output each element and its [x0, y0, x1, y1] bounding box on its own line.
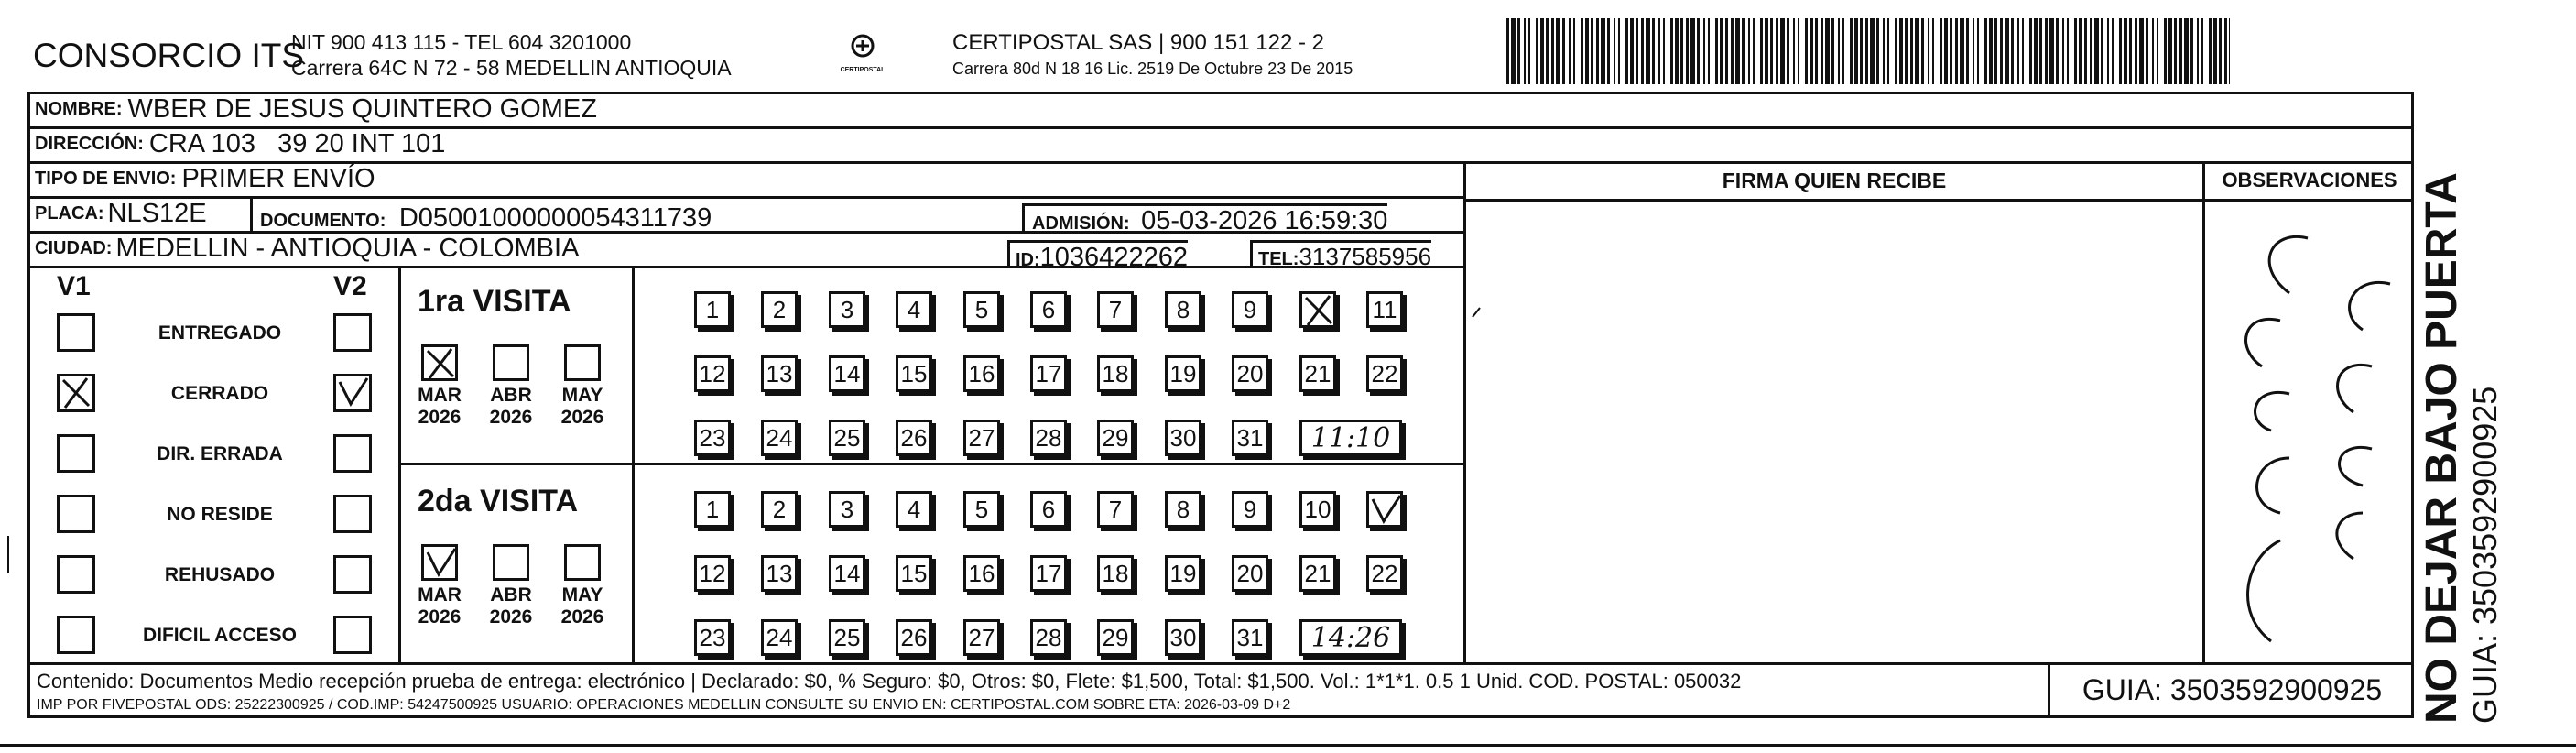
company-nit: NIT 900 413 115 - TEL 604 3201000 [291, 30, 632, 54]
month-year: 2026 [418, 606, 462, 628]
day-box[interactable]: 8 [1165, 491, 1201, 528]
side-text [2418, 119, 2504, 724]
day-box[interactable]: 1 [694, 291, 731, 328]
id-label: ID: [1016, 250, 1040, 270]
day-box[interactable]: 21 [1299, 355, 1336, 392]
day-box[interactable]: 6 [1030, 291, 1067, 328]
day-box[interactable]: 9 [1232, 291, 1268, 328]
side-warning: NO DEJAR BAJO PUERTA [2418, 172, 2466, 724]
day-box[interactable]: 30 [1165, 420, 1201, 456]
status-v2-checkbox[interactable] [333, 616, 372, 654]
barcode-bars [1506, 18, 2230, 84]
status-label: ENTREGADO [158, 322, 282, 344]
day-box[interactable]: 27 [963, 420, 1000, 456]
nombre-row [27, 92, 2414, 129]
day-box[interactable]: 8 [1165, 291, 1201, 328]
month-name: ABR [490, 584, 532, 606]
footer-content-line: Contenido: Documentos Medio recepción prueba de entrega: electrónico | Declarado: $0, % Seguro: $0, Otros: $0, Flete: $1,500, Total: $1,500. Vol.: 1*1*1. 0.5 1 Unid. COD. POSTAL: 050032 [37, 670, 1742, 693]
day-box[interactable]: 21 [1299, 555, 1336, 592]
documento-label: DOCUMENTO: [260, 211, 386, 231]
nombre-value: WBER DE JESUS QUINTERO GOMEZ [127, 93, 597, 124]
day-box[interactable]: 1 [694, 491, 731, 528]
day-box[interactable]: 3 [829, 491, 865, 528]
month-checkbox[interactable] [564, 344, 601, 381]
scan-edge-bottom [0, 744, 2576, 747]
day-box[interactable]: 17 [1030, 355, 1067, 392]
day-box[interactable]: 4 [896, 291, 932, 328]
month-label [484, 584, 538, 628]
day-box[interactable]: 19 [1165, 555, 1201, 592]
month-year: 2026 [560, 606, 604, 628]
day-box[interactable]: 11 [1366, 291, 1403, 328]
day-box[interactable]: 24 [761, 619, 798, 656]
day-box[interactable]: 28 [1030, 619, 1067, 656]
day-box[interactable]: 2 [761, 491, 798, 528]
day-box[interactable]: 18 [1097, 555, 1134, 592]
day-box[interactable]: 31 [1232, 619, 1268, 656]
v2-label: V2 [333, 271, 367, 301]
day-box[interactable]: 7 [1097, 291, 1134, 328]
status-v2-checkbox[interactable] [333, 555, 372, 594]
observaciones-column [2205, 161, 2414, 662]
day-box[interactable]: 29 [1097, 619, 1134, 656]
status-v1-checkbox[interactable] [57, 374, 95, 412]
placa-label: PLACA: [35, 202, 104, 224]
footer-guia: GUIA: 3503592900925 [2081, 673, 2383, 706]
direccion-label: DIRECCIÓN: [35, 133, 144, 154]
day-box[interactable]: 9 [1232, 491, 1268, 528]
ciudad-value: MEDELLIN - ANTIOQUIA - COLOMBIA [115, 233, 580, 263]
footer-guia-box [2048, 662, 2414, 718]
month-year: 2026 [560, 407, 604, 428]
day-box[interactable]: 20 [1232, 355, 1268, 392]
month-label [484, 385, 538, 429]
day-box[interactable]: 27 [963, 619, 1000, 656]
day-box[interactable]: 25 [829, 619, 865, 656]
visit1-block [401, 266, 1463, 465]
day-box[interactable]: 11 [1366, 491, 1403, 528]
month-checkbox[interactable] [421, 544, 458, 581]
day-box[interactable]: 22 [1366, 555, 1403, 592]
tel-value: 3137585956 [1299, 243, 1432, 270]
footer-imp-line: IMP POR FIVEPOSTAL ODS: 25222300925 / COD.IMP: 54247500925 USUARIO: OPERACIONES MEDELLIN CONSULTE SU ENVIO EN: CERTIPOSTAL.COM SOBRE ETA: 2026-03-09 D+2 [37, 697, 1291, 713]
visit-time[interactable]: 14:26 [1299, 619, 1402, 656]
scan-edge-left [7, 536, 9, 573]
id-value: 1036422262 [1039, 243, 1188, 272]
day-box[interactable]: 14 [829, 355, 865, 392]
day-box[interactable]: 24 [761, 420, 798, 456]
status-v1-checkbox[interactable] [57, 434, 95, 473]
month-label [555, 385, 610, 429]
day-box[interactable]: 23 [694, 420, 731, 456]
carrier-name: CERTIPOSTAL SAS | 900 151 122 - 2 [952, 30, 1324, 55]
day-box[interactable]: 30 [1165, 619, 1201, 656]
status-v1-checkbox[interactable] [57, 495, 95, 533]
admision-value: 05-03-2026 16:59:30 [1141, 206, 1388, 235]
day-box[interactable]: 29 [1097, 420, 1134, 456]
firma-column [1463, 161, 2205, 662]
visit-divider [632, 266, 635, 662]
status-v2-checkbox[interactable] [333, 495, 372, 533]
day-box[interactable]: 15 [896, 555, 932, 592]
admision-label: ADMISIÓN: [1032, 213, 1130, 234]
day-box[interactable]: 6 [1030, 491, 1067, 528]
ciudad-row [27, 231, 1463, 268]
visit2-block [401, 465, 1463, 662]
day-box[interactable]: 13 [761, 355, 798, 392]
day-box[interactable]: 18 [1097, 355, 1134, 392]
side-guia: GUIA: 3503592900925 [2466, 386, 2504, 724]
day-box[interactable]: 7 [1097, 491, 1134, 528]
day-box[interactable]: 22 [1366, 355, 1403, 392]
documento-value: D05001000000054311739 [398, 203, 712, 233]
visit-time[interactable]: 11:10 [1299, 420, 1402, 456]
month-checkbox[interactable] [493, 544, 529, 581]
day-box[interactable]: 28 [1030, 420, 1067, 456]
status-v2-checkbox[interactable] [333, 313, 372, 352]
placa-value: NLS12E [107, 198, 207, 228]
logo-text: CERTIPOSTAL [840, 67, 886, 73]
month-checkbox[interactable] [564, 544, 601, 581]
month-label [555, 584, 610, 628]
status-v2-checkbox[interactable] [333, 434, 372, 473]
id-box [1007, 240, 1188, 272]
certipostal-logo [835, 33, 890, 79]
day-box[interactable]: 26 [896, 619, 932, 656]
observaciones-header: OBSERVACIONES [2205, 161, 2414, 202]
month-label [412, 385, 467, 429]
status-v2-checkbox[interactable] [333, 374, 372, 412]
status-block [27, 266, 401, 662]
firma-header: FIRMA QUIEN RECIBE [1466, 161, 2202, 202]
direccion-row [27, 126, 2414, 164]
day-box[interactable]: 25 [829, 420, 865, 456]
day-box[interactable]: 20 [1232, 555, 1268, 592]
month-label [412, 584, 467, 628]
status-v1-checkbox[interactable] [57, 313, 95, 352]
documento-field [260, 203, 712, 234]
month-name: ABR [490, 385, 532, 406]
carrier-license: Carrera 80d N 18 16 Lic. 2519 De Octubre 23 De 2015 [952, 60, 1353, 78]
day-box[interactable]: 10 [1299, 291, 1336, 328]
tipo-label: TIPO DE ENVIO: [35, 168, 177, 189]
month-checkbox[interactable] [493, 344, 529, 381]
admision-box [1022, 203, 1387, 234]
month-year: 2026 [418, 407, 462, 428]
day-box[interactable]: 17 [1030, 555, 1067, 592]
tel-box [1250, 240, 1431, 268]
tipo-row [27, 161, 1463, 199]
direccion-value: CRA 103 39 20 INT 101 [148, 128, 446, 158]
day-box[interactable]: 4 [896, 491, 932, 528]
company-info [291, 29, 732, 81]
day-box[interactable]: 15 [896, 355, 932, 392]
status-v1-checkbox[interactable] [57, 555, 95, 594]
day-box[interactable]: 19 [1165, 355, 1201, 392]
ciudad-label: CIUDAD: [35, 237, 113, 258]
month-name: MAR [418, 584, 462, 606]
placa-divider [250, 196, 253, 231]
status-v1-checkbox[interactable] [57, 616, 95, 654]
nombre-label: NOMBRE: [35, 98, 123, 119]
status-label: REHUSADO [164, 564, 276, 585]
day-box[interactable]: 26 [896, 420, 932, 456]
day-box[interactable]: 23 [694, 619, 731, 656]
day-box[interactable]: 3 [829, 291, 865, 328]
status-label: DIFICIL ACCESO [142, 625, 297, 646]
v1-label: V1 [57, 271, 91, 301]
day-box[interactable]: 31 [1232, 420, 1268, 456]
status-label: NO RESIDE [167, 504, 273, 525]
visit-title: 1ra VISITA [418, 284, 571, 319]
tipo-value: PRIMER ENVÍO [181, 163, 375, 193]
day-box[interactable]: 12 [694, 555, 731, 592]
day-box[interactable]: 5 [963, 491, 1000, 528]
tel-label: TEL: [1258, 249, 1299, 269]
footer-text [37, 669, 2042, 716]
day-box[interactable]: 5 [963, 291, 1000, 328]
day-box[interactable]: 12 [694, 355, 731, 392]
month-checkbox[interactable] [421, 344, 458, 381]
status-label: DIR. ERRADA [157, 443, 283, 464]
month-name: MAY [561, 385, 603, 406]
month-year: 2026 [489, 606, 533, 628]
company-name: CONSORCIO ITS [33, 37, 305, 74]
day-box[interactable]: 13 [761, 555, 798, 592]
visit-title: 2da VISITA [418, 484, 579, 518]
month-name: MAR [418, 385, 462, 406]
barcode [1506, 18, 2230, 84]
day-box[interactable]: 16 [963, 555, 1000, 592]
carrier-info [952, 29, 1353, 81]
company-address: Carrera 64C N 72 - 58 MEDELLIN ANTIOQUIA [291, 56, 732, 80]
day-box[interactable]: 14 [829, 555, 865, 592]
day-box[interactable]: 10 [1299, 491, 1336, 528]
day-box[interactable]: 16 [963, 355, 1000, 392]
status-label: CERRADO [170, 383, 269, 404]
day-box[interactable]: 2 [761, 291, 798, 328]
month-name: MAY [561, 584, 603, 606]
month-year: 2026 [489, 407, 533, 428]
